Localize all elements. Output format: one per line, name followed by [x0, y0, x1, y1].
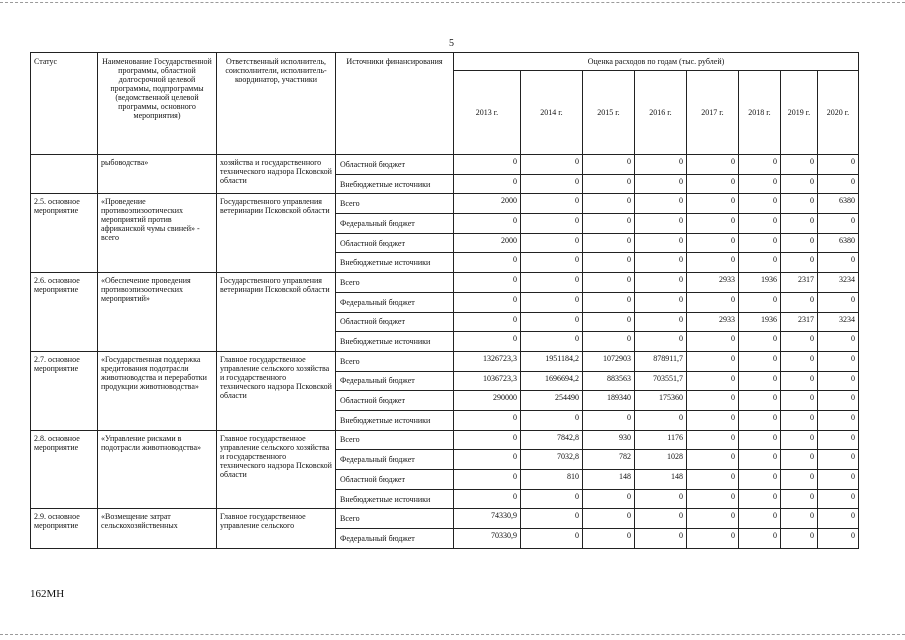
value-cell: 0 [687, 509, 739, 529]
value-cell: 0 [583, 410, 635, 430]
funding-source: Внебюджетные источники [336, 332, 454, 352]
value-cell: 3234 [818, 312, 859, 332]
value-cell: 0 [687, 391, 739, 411]
value-cell: 883563 [583, 371, 635, 391]
value-cell: 0 [739, 155, 781, 175]
header-year: 2018 г. [739, 71, 781, 155]
value-cell: 0 [781, 194, 818, 214]
funding-source: Внебюджетные источники [336, 253, 454, 273]
row-name: «Государственная поддержка кредитования подотрасли животноводства и переработки продукции животноводства» [98, 351, 217, 430]
value-cell: 0 [521, 194, 583, 214]
value-cell: 0 [454, 312, 521, 332]
value-cell: 0 [521, 312, 583, 332]
value-cell: 0 [687, 430, 739, 450]
value-cell: 0 [781, 371, 818, 391]
value-cell: 0 [818, 332, 859, 352]
value-cell: 0 [739, 214, 781, 234]
value-cell: 0 [635, 194, 687, 214]
value-cell: 0 [454, 174, 521, 194]
value-cell: 0 [454, 292, 521, 312]
funding-source: Федеральный бюджет [336, 450, 454, 470]
value-cell: 0 [687, 174, 739, 194]
value-cell: 0 [687, 410, 739, 430]
value-cell: 0 [687, 332, 739, 352]
value-cell: 1951184,2 [521, 351, 583, 371]
value-cell: 0 [521, 273, 583, 293]
table-row [31, 194, 859, 214]
value-cell: 0 [635, 332, 687, 352]
header-sources: Источники финансирования [336, 53, 454, 155]
value-cell: 0 [781, 214, 818, 234]
value-cell: 0 [521, 410, 583, 430]
row-status: 2.6. основное мероприятие [31, 273, 98, 352]
value-cell: 0 [635, 529, 687, 549]
value-cell: 0 [739, 332, 781, 352]
scan-top-edge [0, 2, 905, 3]
funding-source: Областной бюджет [336, 391, 454, 411]
value-cell: 0 [739, 174, 781, 194]
value-cell: 0 [635, 509, 687, 529]
row-responsible: Государственного управления ветеринарии Псковской области [217, 194, 336, 273]
header-estimate: Оценка расходов по годам (тыс. рублей) [454, 53, 859, 71]
value-cell: 0 [583, 489, 635, 509]
table-row [31, 430, 859, 450]
value-cell: 0 [739, 470, 781, 490]
header-status: Статус [31, 53, 98, 155]
value-cell: 0 [521, 529, 583, 549]
value-cell: 74330,9 [454, 509, 521, 529]
value-cell: 0 [521, 509, 583, 529]
funding-source: Федеральный бюджет [336, 529, 454, 549]
header-name: Наименование Государственной программы, областной долгосрочной целевой программы, подпрограммы (ведомственной целевой программы, основного мероприятия) [98, 53, 217, 155]
row-name: «Возмещение затрат сельскохозяйственных [98, 509, 217, 548]
funding-source: Внебюджетные источники [336, 174, 454, 194]
value-cell: 70330,9 [454, 529, 521, 549]
value-cell: 0 [818, 371, 859, 391]
value-cell: 2933 [687, 312, 739, 332]
value-cell: 0 [583, 214, 635, 234]
value-cell: 0 [781, 470, 818, 490]
value-cell: 1072903 [583, 351, 635, 371]
funding-source: Областной бюджет [336, 312, 454, 332]
value-cell: 0 [454, 273, 521, 293]
value-cell: 0 [739, 253, 781, 273]
value-cell: 0 [583, 312, 635, 332]
value-cell: 0 [739, 292, 781, 312]
value-cell: 1936 [739, 273, 781, 293]
value-cell: 0 [739, 351, 781, 371]
value-cell: 0 [454, 253, 521, 273]
value-cell: 0 [818, 450, 859, 470]
table-row [31, 509, 859, 529]
header-year: 2019 г. [781, 71, 818, 155]
row-status: 2.7. основное мероприятие [31, 351, 98, 430]
value-cell: 2000 [454, 194, 521, 214]
row-status: 2.9. основное мероприятие [31, 509, 98, 548]
row-name: «Обеспечение проведения противоэпизоотических мероприятий» [98, 273, 217, 352]
header-year: 2014 г. [521, 71, 583, 155]
value-cell: 0 [583, 233, 635, 253]
value-cell: 0 [818, 214, 859, 234]
value-cell: 0 [583, 155, 635, 175]
value-cell: 0 [454, 214, 521, 234]
value-cell: 0 [687, 233, 739, 253]
value-cell: 0 [739, 233, 781, 253]
value-cell: 189340 [583, 391, 635, 411]
value-cell: 0 [739, 194, 781, 214]
value-cell: 878911,7 [635, 351, 687, 371]
value-cell: 0 [781, 155, 818, 175]
value-cell: 0 [635, 292, 687, 312]
funding-source: Федеральный бюджет [336, 292, 454, 312]
value-cell: 0 [687, 529, 739, 549]
table-row [31, 351, 859, 371]
value-cell: 0 [781, 430, 818, 450]
value-cell: 0 [583, 529, 635, 549]
value-cell: 0 [739, 391, 781, 411]
value-cell: 1326723,3 [454, 351, 521, 371]
value-cell: 1036723,3 [454, 371, 521, 391]
row-name: «Проведение противоэпизоотических мероприятий против африканской чумы свиней» - всего [98, 194, 217, 273]
value-cell: 0 [583, 174, 635, 194]
value-cell: 0 [583, 292, 635, 312]
value-cell: 0 [635, 214, 687, 234]
funding-source: Всего [336, 351, 454, 371]
value-cell: 0 [521, 214, 583, 234]
value-cell: 0 [454, 410, 521, 430]
value-cell: 6380 [818, 194, 859, 214]
value-cell: 2000 [454, 233, 521, 253]
funding-source: Областной бюджет [336, 233, 454, 253]
value-cell: 6380 [818, 233, 859, 253]
value-cell: 0 [818, 351, 859, 371]
value-cell: 0 [781, 410, 818, 430]
row-status: 2.5. основное мероприятие [31, 194, 98, 273]
value-cell: 0 [781, 292, 818, 312]
value-cell: 0 [635, 312, 687, 332]
value-cell: 7842,8 [521, 430, 583, 450]
header-year: 2013 г. [454, 71, 521, 155]
value-cell: 7032,8 [521, 450, 583, 470]
value-cell: 0 [781, 450, 818, 470]
page-number: 5 [449, 38, 454, 49]
value-cell: 0 [818, 430, 859, 450]
budget-table [30, 52, 859, 549]
funding-source: Всего [336, 273, 454, 293]
value-cell: 0 [687, 194, 739, 214]
table-row [31, 273, 859, 293]
value-cell: 0 [454, 155, 521, 175]
table-row [31, 155, 859, 175]
scan-bottom-edge [0, 634, 905, 635]
row-name: рыбоводства» [98, 155, 217, 194]
funding-source: Всего [336, 430, 454, 450]
value-cell: 0 [739, 410, 781, 430]
funding-source: Внебюджетные источники [336, 410, 454, 430]
row-status [31, 155, 98, 194]
value-cell: 175360 [635, 391, 687, 411]
value-cell: 0 [687, 470, 739, 490]
row-responsible: Главное государственное управление сельского хозяйства и государственного технического надзора Псковской области [217, 430, 336, 509]
value-cell: 0 [687, 253, 739, 273]
value-cell: 0 [454, 332, 521, 352]
value-cell: 0 [454, 450, 521, 470]
value-cell: 0 [818, 470, 859, 490]
value-cell: 0 [454, 470, 521, 490]
header-responsible: Ответственный исполнитель, соисполнители, исполнитель-координатор, участники [217, 53, 336, 155]
value-cell: 0 [781, 509, 818, 529]
value-cell: 810 [521, 470, 583, 490]
value-cell: 0 [521, 292, 583, 312]
row-responsible: хозяйства и государственного технического надзора Псковской области [217, 155, 336, 194]
value-cell: 0 [635, 155, 687, 175]
value-cell: 0 [818, 509, 859, 529]
value-cell: 2933 [687, 273, 739, 293]
value-cell: 0 [521, 489, 583, 509]
value-cell: 0 [521, 253, 583, 273]
funding-source: Областной бюджет [336, 155, 454, 175]
value-cell: 0 [583, 253, 635, 273]
funding-source: Всего [336, 194, 454, 214]
value-cell: 0 [818, 174, 859, 194]
value-cell: 2317 [781, 312, 818, 332]
header-year: 2017 г. [687, 71, 739, 155]
value-cell: 0 [635, 233, 687, 253]
value-cell: 0 [635, 410, 687, 430]
value-cell: 1936 [739, 312, 781, 332]
row-responsible: Государственного управления ветеринарии Псковской области [217, 273, 336, 352]
row-responsible: Главное государственное управление сельского хозяйства и государственного технического надзора Псковской области [217, 351, 336, 430]
value-cell: 254490 [521, 391, 583, 411]
value-cell: 0 [781, 391, 818, 411]
value-cell: 0 [739, 529, 781, 549]
value-cell: 0 [635, 273, 687, 293]
value-cell: 0 [583, 332, 635, 352]
value-cell: 0 [818, 292, 859, 312]
value-cell: 0 [781, 332, 818, 352]
value-cell: 0 [521, 155, 583, 175]
value-cell: 0 [521, 233, 583, 253]
header-year: 2015 г. [583, 71, 635, 155]
value-cell: 0 [454, 489, 521, 509]
value-cell: 703551,7 [635, 371, 687, 391]
value-cell: 0 [818, 391, 859, 411]
funding-source: Федеральный бюджет [336, 214, 454, 234]
value-cell: 0 [687, 351, 739, 371]
value-cell: 148 [635, 470, 687, 490]
value-cell: 0 [687, 292, 739, 312]
value-cell: 0 [521, 174, 583, 194]
value-cell: 0 [739, 489, 781, 509]
value-cell: 1028 [635, 450, 687, 470]
value-cell: 0 [583, 194, 635, 214]
value-cell: 0 [635, 489, 687, 509]
value-cell: 0 [521, 332, 583, 352]
value-cell: 0 [781, 489, 818, 509]
value-cell: 0 [739, 371, 781, 391]
row-responsible: Главное государственное управление сельского [217, 509, 336, 548]
header-year: 2016 г. [635, 71, 687, 155]
value-cell: 0 [635, 174, 687, 194]
value-cell: 0 [687, 371, 739, 391]
value-cell: 1696694,2 [521, 371, 583, 391]
value-cell: 290000 [454, 391, 521, 411]
value-cell: 0 [781, 233, 818, 253]
funding-source: Всего [336, 509, 454, 529]
value-cell: 0 [583, 273, 635, 293]
value-cell: 0 [818, 529, 859, 549]
value-cell: 0 [781, 529, 818, 549]
footer-code: 162МН [30, 588, 65, 600]
value-cell: 0 [687, 214, 739, 234]
value-cell: 0 [583, 509, 635, 529]
value-cell: 0 [781, 174, 818, 194]
value-cell: 930 [583, 430, 635, 450]
value-cell: 0 [818, 253, 859, 273]
row-name: «Управление рисками в подотрасли животноводства» [98, 430, 217, 509]
value-cell: 148 [583, 470, 635, 490]
value-cell: 2317 [781, 273, 818, 293]
value-cell: 1176 [635, 430, 687, 450]
value-cell: 0 [739, 509, 781, 529]
header-year: 2020 г. [818, 71, 859, 155]
value-cell: 0 [687, 489, 739, 509]
funding-source: Внебюджетные источники [336, 489, 454, 509]
value-cell: 0 [454, 430, 521, 450]
value-cell: 0 [687, 450, 739, 470]
funding-source: Федеральный бюджет [336, 371, 454, 391]
value-cell: 0 [687, 155, 739, 175]
value-cell: 782 [583, 450, 635, 470]
value-cell: 0 [781, 351, 818, 371]
value-cell: 0 [739, 450, 781, 470]
value-cell: 0 [781, 253, 818, 273]
value-cell: 0 [818, 155, 859, 175]
row-status: 2.8. основное мероприятие [31, 430, 98, 509]
value-cell: 0 [635, 253, 687, 273]
funding-source: Областной бюджет [336, 470, 454, 490]
value-cell: 3234 [818, 273, 859, 293]
value-cell: 0 [818, 410, 859, 430]
value-cell: 0 [818, 489, 859, 509]
value-cell: 0 [739, 430, 781, 450]
